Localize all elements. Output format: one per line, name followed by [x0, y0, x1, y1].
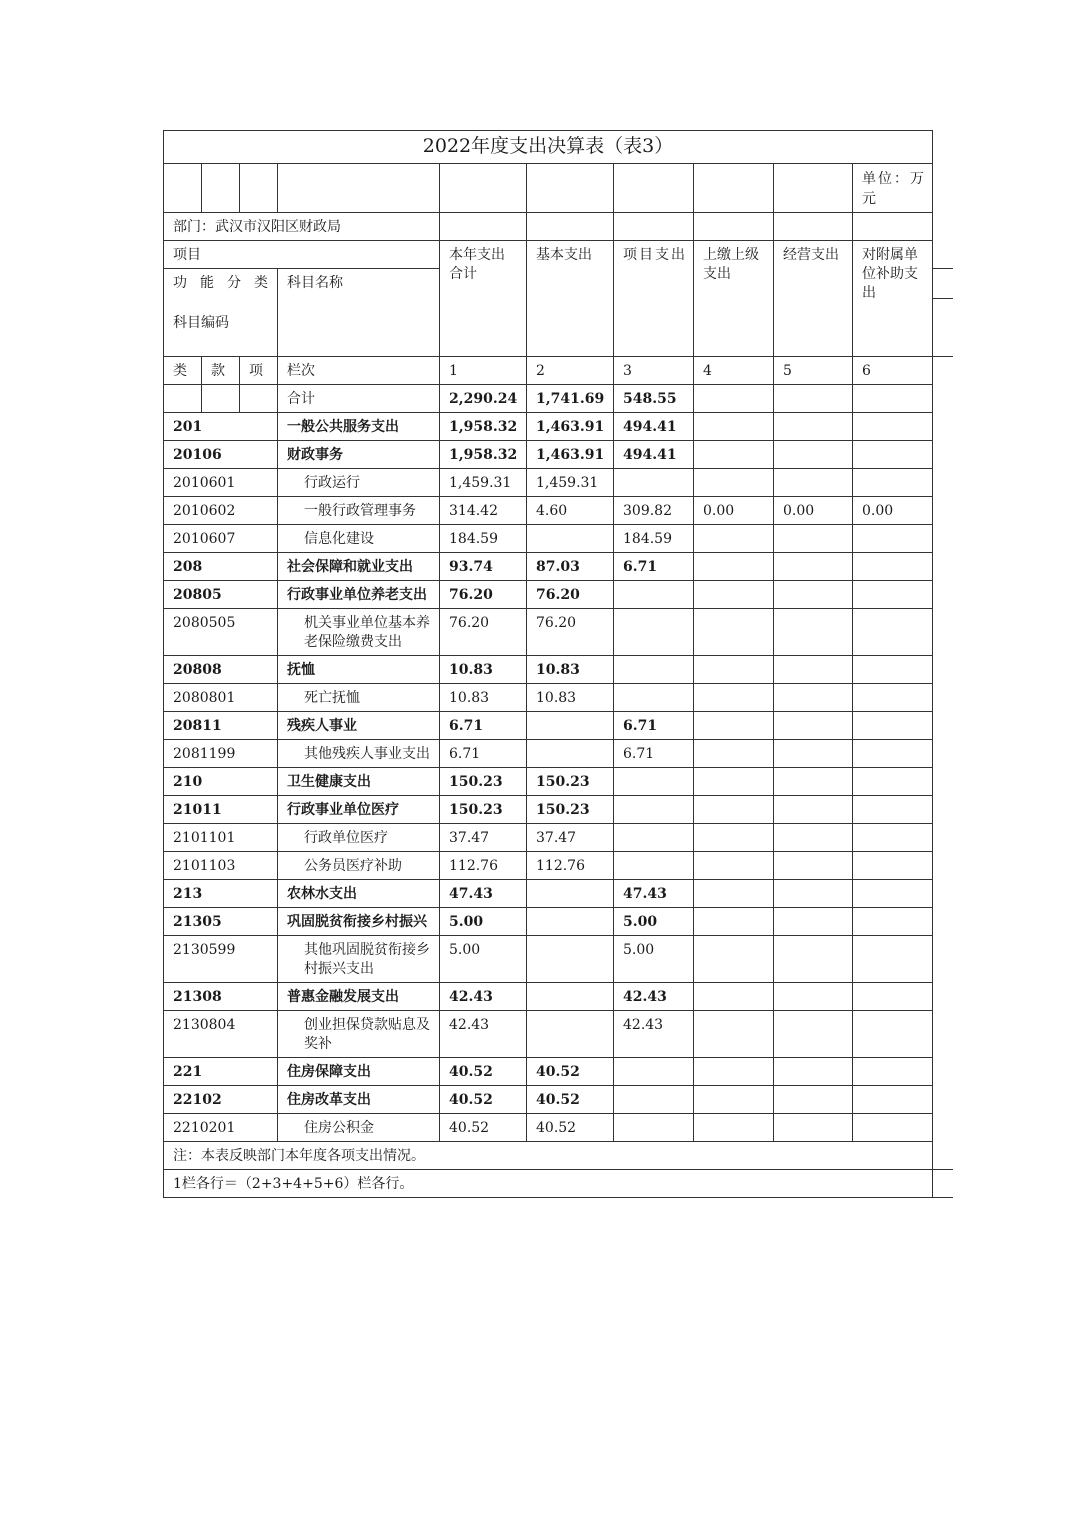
subject-name: 一般行政管理事务 — [278, 497, 440, 525]
value-basic: 1,463.91 — [527, 441, 614, 469]
subject-code: 2101103 — [164, 852, 278, 880]
value-project — [614, 796, 694, 824]
subject-code: 2101101 — [164, 824, 278, 852]
table-row — [164, 796, 953, 824]
code-cell-kuan — [202, 385, 240, 413]
value-basic — [527, 908, 614, 936]
value-subsidy — [853, 385, 933, 413]
subject-name: 抚恤 — [278, 656, 440, 684]
value-upper — [694, 469, 774, 497]
value-basic: 150.23 — [527, 796, 614, 824]
value-project: 5.00 — [614, 936, 694, 983]
blank-cell — [614, 164, 694, 213]
subject-name: 行政单位医疗 — [278, 824, 440, 852]
column-number-5: 5 — [774, 357, 853, 385]
subject-name: 一般公共服务支出 — [278, 413, 440, 441]
header-col-total: 本年支出合计 — [440, 241, 527, 357]
subject-name: 住房改革支出 — [278, 1086, 440, 1114]
value-basic — [527, 740, 614, 768]
subject-code: 2010601 — [164, 469, 278, 497]
value-subsidy — [853, 880, 933, 908]
value-project: 6.71 — [614, 740, 694, 768]
subject-name: 行政运行 — [278, 469, 440, 497]
header-col-basic: 基本支出 — [527, 241, 614, 357]
subject-code: 221 — [164, 1058, 278, 1086]
table-row — [164, 469, 953, 497]
value-project: 47.43 — [614, 880, 694, 908]
value-total: 42.43 — [440, 1011, 527, 1058]
value-upper — [694, 768, 774, 796]
value-upper — [694, 712, 774, 740]
value-project — [614, 1086, 694, 1114]
value-total: 10.83 — [440, 656, 527, 684]
value-project — [614, 609, 694, 656]
table-row — [164, 553, 953, 581]
subject-code: 20808 — [164, 656, 278, 684]
subject-code: 21305 — [164, 908, 278, 936]
value-basic: 37.47 — [527, 824, 614, 852]
value-upper — [694, 553, 774, 581]
value-project — [614, 656, 694, 684]
subject-code: 2130804 — [164, 1011, 278, 1058]
value-project — [614, 469, 694, 497]
column-number-1: 1 — [440, 357, 527, 385]
value-business — [774, 581, 853, 609]
subject-name: 合计 — [278, 385, 440, 413]
column-number-2: 2 — [527, 357, 614, 385]
value-subsidy — [853, 1011, 933, 1058]
column-number-3: 3 — [614, 357, 694, 385]
value-business — [774, 441, 853, 469]
subject-name: 农林水支出 — [278, 880, 440, 908]
value-upper — [694, 1114, 774, 1142]
value-business — [774, 1011, 853, 1058]
value-business — [774, 609, 853, 656]
value-business — [774, 740, 853, 768]
table-row — [164, 1011, 953, 1058]
value-business — [774, 852, 853, 880]
value-business — [774, 824, 853, 852]
table-row — [164, 1114, 953, 1142]
value-total: 150.23 — [440, 796, 527, 824]
subject-code: 20106 — [164, 441, 278, 469]
value-basic — [527, 525, 614, 553]
header-col-business: 经营支出 — [774, 241, 853, 357]
subject-name: 巩固脱贫衔接乡村振兴 — [278, 908, 440, 936]
column-number-4: 4 — [694, 357, 774, 385]
value-project: 494.41 — [614, 413, 694, 441]
value-upper — [694, 740, 774, 768]
subject-code: 2010607 — [164, 525, 278, 553]
value-project: 6.71 — [614, 553, 694, 581]
header-lei: 类 — [164, 357, 202, 385]
table-row — [164, 656, 953, 684]
value-upper — [694, 983, 774, 1011]
table-note-2: 1栏各行＝（2+3+4+5+6）栏各行。 — [164, 1170, 933, 1198]
header-lanci: 栏次 — [278, 357, 440, 385]
value-subsidy — [853, 469, 933, 497]
subject-code: 210 — [164, 768, 278, 796]
value-basic: 4.60 — [527, 497, 614, 525]
value-basic: 40.52 — [527, 1058, 614, 1086]
code-cell-lei — [164, 385, 202, 413]
blank-cell — [774, 164, 853, 213]
column-number-6: 6 — [853, 357, 933, 385]
value-basic: 1,459.31 — [527, 469, 614, 497]
value-basic: 10.83 — [527, 684, 614, 712]
value-subsidy — [853, 1086, 933, 1114]
value-total: 40.52 — [440, 1058, 527, 1086]
value-upper: 0.00 — [694, 497, 774, 525]
value-subsidy — [853, 824, 933, 852]
value-subsidy — [853, 936, 933, 983]
value-upper — [694, 684, 774, 712]
value-upper — [694, 796, 774, 824]
value-basic: 76.20 — [527, 581, 614, 609]
value-business — [774, 656, 853, 684]
value-subsidy — [853, 609, 933, 656]
value-basic: 40.52 — [527, 1114, 614, 1142]
value-subsidy — [853, 768, 933, 796]
value-upper — [694, 908, 774, 936]
header-function-class: 功能分类 科目编码 — [164, 269, 278, 357]
value-basic — [527, 1011, 614, 1058]
value-upper — [694, 880, 774, 908]
expenditure-final-accounts-sheet — [163, 130, 952, 1198]
value-total: 5.00 — [440, 936, 527, 983]
value-upper — [694, 525, 774, 553]
subject-code: 2010602 — [164, 497, 278, 525]
header-kuan: 款 — [202, 357, 240, 385]
table-row — [164, 740, 953, 768]
subject-name: 行政事业单位养老支出 — [278, 581, 440, 609]
subject-name: 其他巩固脱贫衔接乡村振兴支出 — [278, 936, 440, 983]
table-row — [164, 768, 953, 796]
value-total: 150.23 — [440, 768, 527, 796]
value-subsidy — [853, 581, 933, 609]
value-subsidy — [853, 1114, 933, 1142]
subject-name: 机关事业单位基本养老保险缴费支出 — [278, 609, 440, 656]
subject-name: 住房保障支出 — [278, 1058, 440, 1086]
blank-cell — [240, 164, 278, 213]
value-total: 1,459.31 — [440, 469, 527, 497]
value-business — [774, 936, 853, 983]
value-total: 76.20 — [440, 609, 527, 656]
value-business — [774, 1086, 853, 1114]
value-basic: 150.23 — [527, 768, 614, 796]
table-row — [164, 908, 953, 936]
value-business — [774, 413, 853, 441]
value-basic: 112.76 — [527, 852, 614, 880]
value-basic: 10.83 — [527, 656, 614, 684]
value-total: 6.71 — [440, 740, 527, 768]
value-total: 93.74 — [440, 553, 527, 581]
subject-code: 21011 — [164, 796, 278, 824]
subject-name: 死亡抚恤 — [278, 684, 440, 712]
table-row — [164, 880, 953, 908]
value-project — [614, 768, 694, 796]
value-subsidy — [853, 441, 933, 469]
subject-code: 2080801 — [164, 684, 278, 712]
value-upper — [694, 1011, 774, 1058]
header-col-project: 项目支出 — [614, 241, 694, 357]
subject-name: 其他残疾人事业支出 — [278, 740, 440, 768]
blank-cell — [527, 164, 614, 213]
value-upper — [694, 1058, 774, 1086]
value-subsidy — [853, 740, 933, 768]
value-upper — [694, 852, 774, 880]
subject-code: 2210201 — [164, 1114, 278, 1142]
value-subsidy — [853, 684, 933, 712]
header-item: 项目 — [164, 241, 440, 269]
blank-cell — [440, 164, 527, 213]
value-total: 1,958.32 — [440, 441, 527, 469]
value-basic — [527, 936, 614, 983]
value-upper — [694, 1086, 774, 1114]
value-subsidy — [853, 656, 933, 684]
value-total: 2,290.24 — [440, 385, 527, 413]
expenditure-table — [163, 130, 953, 1198]
subject-code: 22102 — [164, 1086, 278, 1114]
value-total: 5.00 — [440, 908, 527, 936]
value-subsidy — [853, 908, 933, 936]
value-total: 10.83 — [440, 684, 527, 712]
value-basic — [527, 880, 614, 908]
header-col-upper: 上缴上级支出 — [694, 241, 774, 357]
value-business — [774, 684, 853, 712]
blank-cell — [694, 164, 774, 213]
value-total: 314.42 — [440, 497, 527, 525]
value-project: 309.82 — [614, 497, 694, 525]
value-basic: 1,741.69 — [527, 385, 614, 413]
value-project: 6.71 — [614, 712, 694, 740]
table-row — [164, 852, 953, 880]
subject-code: 213 — [164, 880, 278, 908]
value-total: 40.52 — [440, 1114, 527, 1142]
subject-name: 社会保障和就业支出 — [278, 553, 440, 581]
table-row — [164, 712, 953, 740]
value-subsidy — [853, 1058, 933, 1086]
value-project — [614, 1114, 694, 1142]
subject-name: 信息化建设 — [278, 525, 440, 553]
value-project: 5.00 — [614, 908, 694, 936]
value-total: 112.76 — [440, 852, 527, 880]
value-basic: 76.20 — [527, 609, 614, 656]
value-upper — [694, 385, 774, 413]
value-project: 548.55 — [614, 385, 694, 413]
value-total: 37.47 — [440, 824, 527, 852]
table-row — [164, 983, 953, 1011]
subject-code: 20811 — [164, 712, 278, 740]
subject-code: 2130599 — [164, 936, 278, 983]
value-basic — [527, 712, 614, 740]
subject-name: 住房公积金 — [278, 1114, 440, 1142]
value-business — [774, 908, 853, 936]
department-label: 部门：武汉市汉阳区财政局 — [164, 213, 440, 241]
value-business — [774, 796, 853, 824]
table-row — [164, 609, 953, 656]
value-business — [774, 983, 853, 1011]
value-basic: 87.03 — [527, 553, 614, 581]
table-row — [164, 824, 953, 852]
value-total: 42.43 — [440, 983, 527, 1011]
table-row — [164, 385, 953, 413]
blank-cell — [278, 164, 440, 213]
value-project — [614, 684, 694, 712]
value-project: 184.59 — [614, 525, 694, 553]
table-title: 2022年度支出决算表（表3） — [164, 131, 933, 164]
value-project — [614, 1058, 694, 1086]
table-row — [164, 936, 953, 983]
subject-name: 卫生健康支出 — [278, 768, 440, 796]
value-basic: 40.52 — [527, 1086, 614, 1114]
blank-cell — [202, 164, 240, 213]
code-cell-xiang — [240, 385, 278, 413]
header-col-subsidy: 对附属单位补助支出 — [853, 241, 933, 357]
value-subsidy — [853, 796, 933, 824]
value-basic — [527, 983, 614, 1011]
header-xiang: 项 — [240, 357, 278, 385]
value-subsidy — [853, 553, 933, 581]
subject-code: 2080505 — [164, 609, 278, 656]
value-total: 184.59 — [440, 525, 527, 553]
table-row — [164, 1086, 953, 1114]
subject-name: 公务员医疗补助 — [278, 852, 440, 880]
value-total: 76.20 — [440, 581, 527, 609]
value-business — [774, 1058, 853, 1086]
blank-cell — [164, 164, 202, 213]
value-total: 47.43 — [440, 880, 527, 908]
value-subsidy — [853, 712, 933, 740]
table-row — [164, 497, 953, 525]
subject-name: 创业担保贷款贴息及奖补 — [278, 1011, 440, 1058]
header-subject-name: 科目名称 — [278, 269, 440, 357]
subject-name: 残疾人事业 — [278, 712, 440, 740]
value-business — [774, 712, 853, 740]
value-business: 0.00 — [774, 497, 853, 525]
value-upper — [694, 656, 774, 684]
table-note-1: 注：本表反映部门本年度各项支出情况。 — [164, 1142, 933, 1170]
subject-code: 20805 — [164, 581, 278, 609]
subject-name: 财政事务 — [278, 441, 440, 469]
table-row — [164, 684, 953, 712]
value-upper — [694, 441, 774, 469]
value-subsidy — [853, 852, 933, 880]
value-business — [774, 385, 853, 413]
value-business — [774, 880, 853, 908]
subject-code: 201 — [164, 413, 278, 441]
value-project: 494.41 — [614, 441, 694, 469]
value-total: 40.52 — [440, 1086, 527, 1114]
value-business — [774, 469, 853, 497]
value-project: 42.43 — [614, 983, 694, 1011]
value-basic: 1,463.91 — [527, 413, 614, 441]
value-upper — [694, 609, 774, 656]
table-row — [164, 581, 953, 609]
value-subsidy — [853, 983, 933, 1011]
subject-code: 2081199 — [164, 740, 278, 768]
value-business — [774, 768, 853, 796]
value-project — [614, 824, 694, 852]
value-upper — [694, 413, 774, 441]
table-row — [164, 413, 953, 441]
subject-name: 普惠金融发展支出 — [278, 983, 440, 1011]
subject-name: 行政事业单位医疗 — [278, 796, 440, 824]
unit-label: 单位：万元 — [853, 164, 933, 213]
subject-code: 208 — [164, 553, 278, 581]
subject-code: 21308 — [164, 983, 278, 1011]
table-row — [164, 441, 953, 469]
value-subsidy: 0.00 — [853, 497, 933, 525]
value-business — [774, 553, 853, 581]
value-total: 1,958.32 — [440, 413, 527, 441]
value-subsidy — [853, 413, 933, 441]
table-row — [164, 525, 953, 553]
value-project — [614, 852, 694, 880]
table-row — [164, 1058, 953, 1086]
value-subsidy — [853, 525, 933, 553]
value-upper — [694, 581, 774, 609]
value-project: 42.43 — [614, 1011, 694, 1058]
value-project — [614, 581, 694, 609]
value-upper — [694, 936, 774, 983]
value-business — [774, 525, 853, 553]
value-total: 6.71 — [440, 712, 527, 740]
value-upper — [694, 824, 774, 852]
value-business — [774, 1114, 853, 1142]
